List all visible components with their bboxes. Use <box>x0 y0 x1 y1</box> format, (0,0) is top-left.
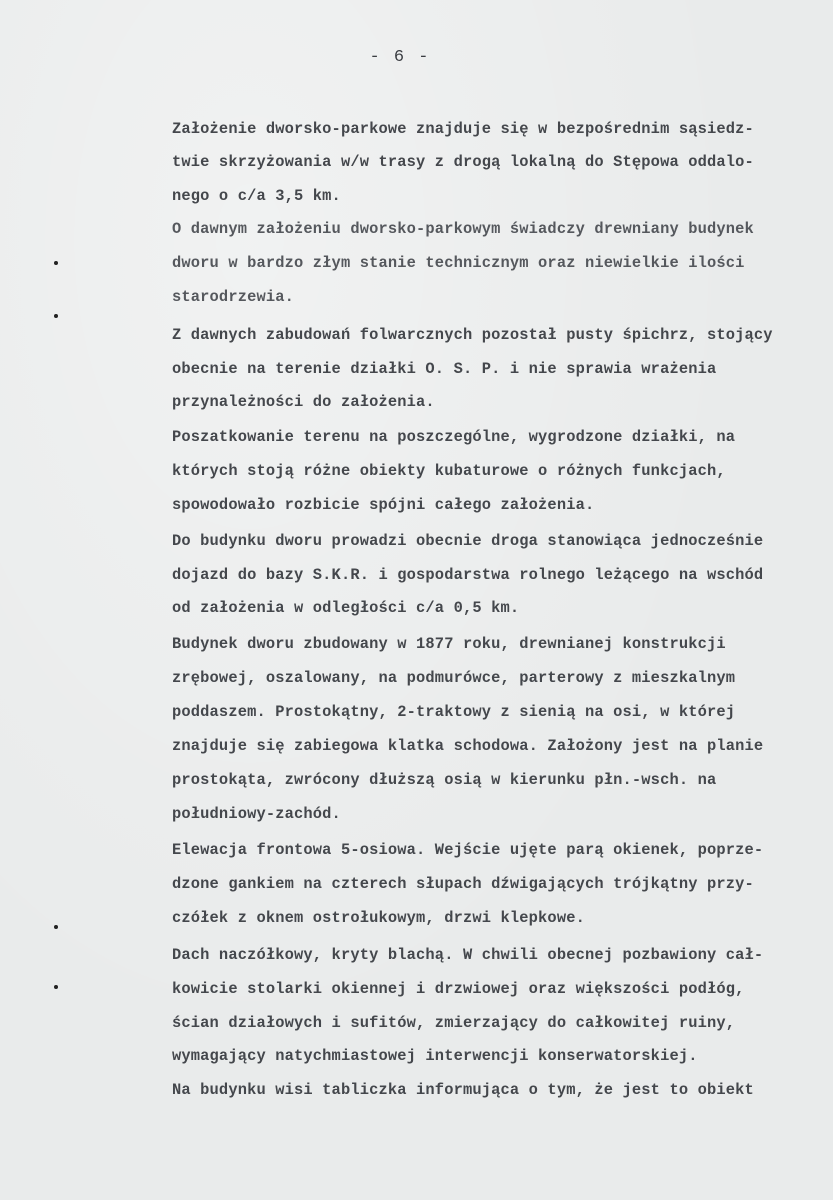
text-line: południowy-zachód. <box>172 805 341 823</box>
text-line: twie skrzyżowania w/w trasy z drogą lokalną do Stępowa oddalo- <box>172 153 754 171</box>
text-line: których stoją różne obiekty kubaturowe o różnych funkcjach, <box>172 462 726 480</box>
text-line: Dach naczółkowy, kryty blachą. W chwili obecnej pozbawiony cał- <box>172 946 764 964</box>
text-line: dworu w bardzo złym stanie technicznym oraz niewielkie ilości <box>172 254 745 272</box>
text-line: Założenie dworsko-parkowe znajduje się w bezpośrednim sąsiedz- <box>172 120 754 138</box>
text-line: Do budynku dworu prowadzi obecnie droga stanowiąca jednocześnie <box>172 532 764 550</box>
text-line: starodrzewia. <box>172 288 295 306</box>
text-line: Budynek dworu zbudowany w 1877 roku, drewnianej konstrukcji <box>172 635 726 653</box>
margin-dot <box>54 314 58 318</box>
margin-dot <box>54 985 58 989</box>
text-line: nego o c/a 3,5 km. <box>172 187 341 205</box>
text-line: od założenia w odległości c/a 0,5 km. <box>172 599 520 617</box>
text-line: poddaszem. Prostokątny, 2-traktowy z sienią na osi, w której <box>172 703 736 721</box>
text-line: Na budynku wisi tabliczka informująca o tym, że jest to obiekt <box>172 1081 754 1099</box>
text-line: zrębowej, oszalowany, na podmurówce, parterowy z mieszkalnym <box>172 669 736 687</box>
text-line: O dawnym założeniu dworsko-parkowym świadczy drewniany budynek <box>172 220 754 238</box>
text-line: Elewacja frontowa 5-osiowa. Wejście ujęte parą okienek, poprze- <box>172 841 764 859</box>
text-line: ścian działowych i sufitów, zmierzający do całkowitej ruiny, <box>172 1014 736 1032</box>
text-line: spowodowało rozbicie spójni całego założenia. <box>172 496 595 514</box>
text-line: dojazd do bazy S.K.R. i gospodarstwa rolnego leżącego na wschód <box>172 566 764 584</box>
text-line: przynależności do założenia. <box>172 393 435 411</box>
text-line: kowicie stolarki okiennej i drzwiowej oraz większości podłóg, <box>172 980 745 998</box>
margin-dot <box>54 925 58 929</box>
text-line: wymagający natychmiastowej interwencji konserwatorskiej. <box>172 1047 698 1065</box>
page-number: - 6 - <box>369 48 431 67</box>
text-line: prostokąta, zwrócony dłuższą osią w kierunku płn.-wsch. na <box>172 771 717 789</box>
text-line: Z dawnych zabudowań folwarcznych pozostał pusty śpichrz, stojący <box>172 326 773 344</box>
margin-dot <box>54 261 58 265</box>
text-line: obecnie na terenie działki O. S. P. i nie sprawia wrażenia <box>172 360 717 378</box>
text-line: dzone gankiem na czterech słupach dźwigających trójkątny przy- <box>172 875 754 893</box>
text-line: znajduje się zabiegowa klatka schodowa. Założony jest na planie <box>172 737 764 755</box>
text-line: czółek z oknem ostrołukowym, drzwi klepkowe. <box>172 909 585 927</box>
text-line: Poszatkowanie terenu na poszczególne, wygrodzone działki, na <box>172 428 736 446</box>
